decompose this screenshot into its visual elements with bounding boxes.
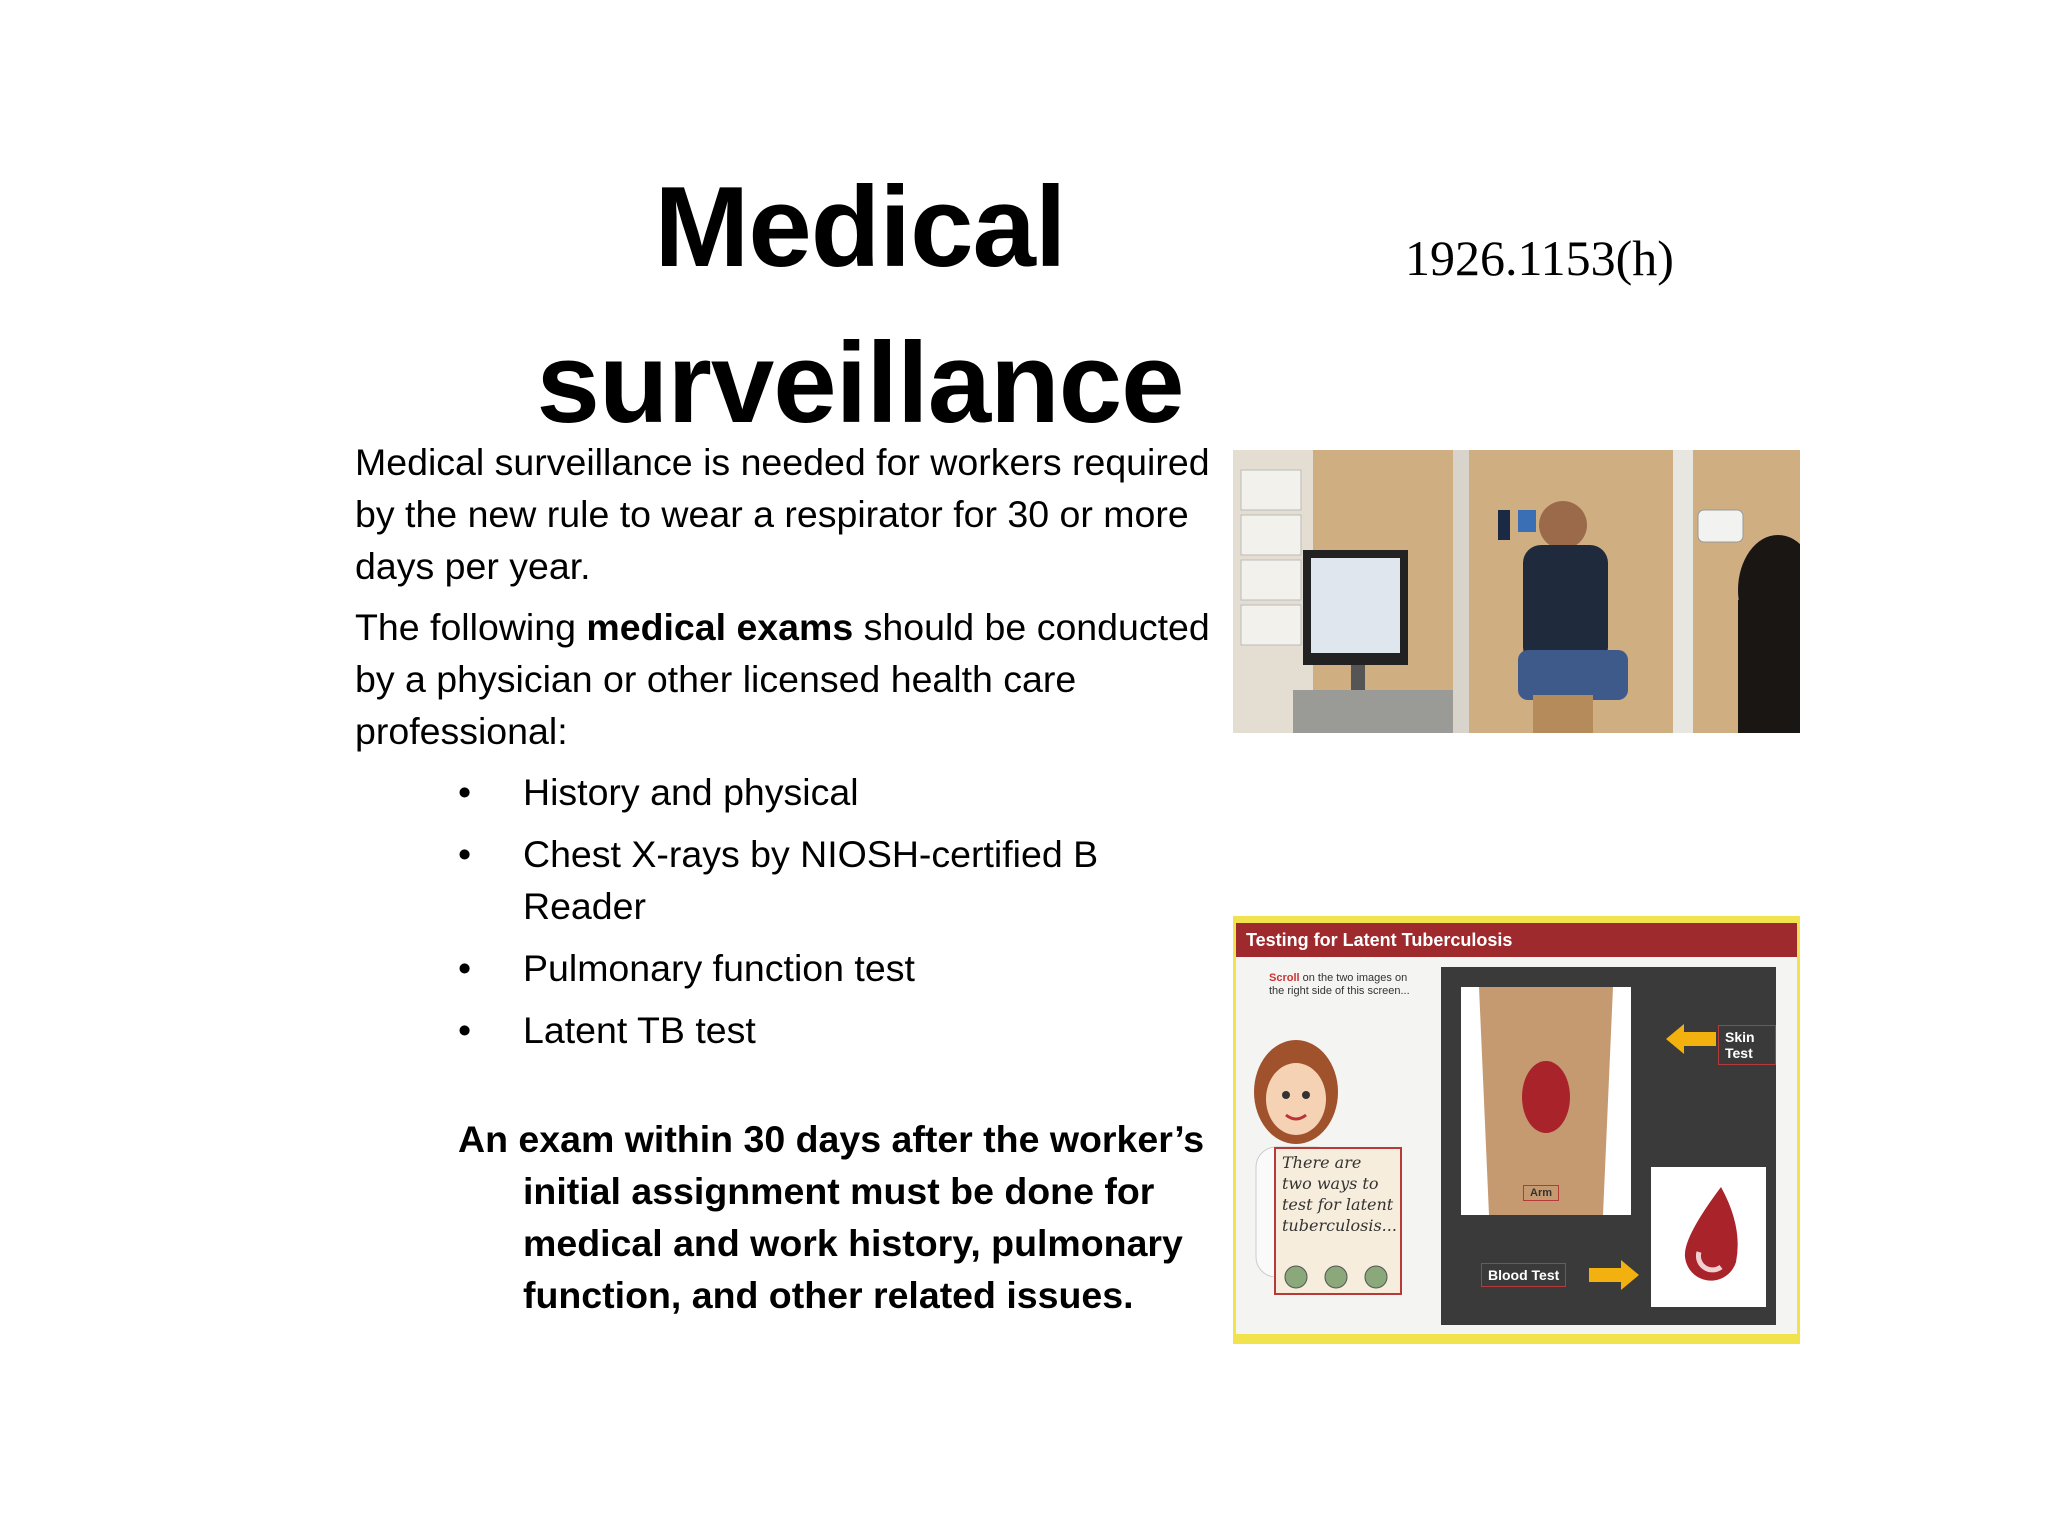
list-item — [458, 828, 1225, 932]
list-item-text: Latent TB test — [523, 1009, 756, 1051]
regulation-citation: 1926.1153(h) — [1405, 230, 1674, 286]
speech-bubble: There are two ways to test for latent tuberculosis... — [1274, 1147, 1402, 1295]
slide-body — [355, 436, 1225, 1066]
navigation-dots — [1281, 1262, 1391, 1292]
tb-panel — [1236, 957, 1797, 1334]
bullet-icon: • — [458, 947, 472, 989]
list-item-text: Pulmonary function test — [523, 947, 915, 989]
bullet-icon: • — [458, 771, 472, 813]
list-item — [458, 1004, 1225, 1056]
scroll-instruction — [1269, 972, 1419, 998]
slide-title — [500, 150, 1220, 462]
list-item-text: Chest X-rays by NIOSH-certified B Reader — [523, 833, 1099, 927]
blood-drop-icon — [1651, 1167, 1766, 1307]
list-item — [458, 942, 1225, 994]
arm-label: Arm — [1523, 1185, 1559, 1201]
pulmonary-test-illustration — [1233, 450, 1800, 733]
arm-illustration — [1461, 987, 1631, 1215]
exam-timing-note: An exam within 30 days after the worker’s initial assignment must be done for medical and work history, pulmonary function, and other related issues. — [458, 1118, 1205, 1316]
slide-title-line-2: surveillance — [536, 320, 1184, 447]
scroll-word: Scroll — [1269, 972, 1300, 984]
exams-bold: medical exams — [586, 606, 854, 648]
skin-test-image[interactable] — [1461, 987, 1631, 1215]
skin-test-label[interactable]: Skin Test — [1718, 1025, 1776, 1065]
arrow-icon — [1589, 1260, 1639, 1290]
list-item-text: History and physical — [523, 771, 859, 813]
test-images-panel — [1441, 967, 1776, 1325]
bullet-icon: • — [458, 1009, 472, 1051]
list-item — [458, 766, 1225, 818]
tb-title: Testing for Latent Tuberculosis — [1236, 923, 1797, 957]
bullet-icon: • — [458, 833, 472, 875]
exam-list — [355, 766, 1225, 1056]
blood-test-image[interactable] — [1651, 1167, 1766, 1307]
tb-testing-screenshot — [1233, 916, 1800, 1344]
exams-suffix: should be conducted by a physician or other licensed health care professional: — [355, 606, 1210, 752]
pulmonary-test-photo — [1233, 450, 1800, 733]
scroll-rest: on the two images on the right side of this screen... — [1269, 972, 1410, 997]
blood-test-label[interactable]: Blood Test — [1481, 1263, 1566, 1287]
arrow-icon — [1666, 1024, 1716, 1054]
intro-paragraph: Medical surveillance is needed for workers required by the new rule to wear a respirator for 30 or more days per year. — [355, 441, 1210, 587]
exams-paragraph — [355, 601, 1225, 757]
exams-prefix: The following — [355, 606, 587, 648]
slide-title-line-1: Medical — [654, 164, 1066, 291]
